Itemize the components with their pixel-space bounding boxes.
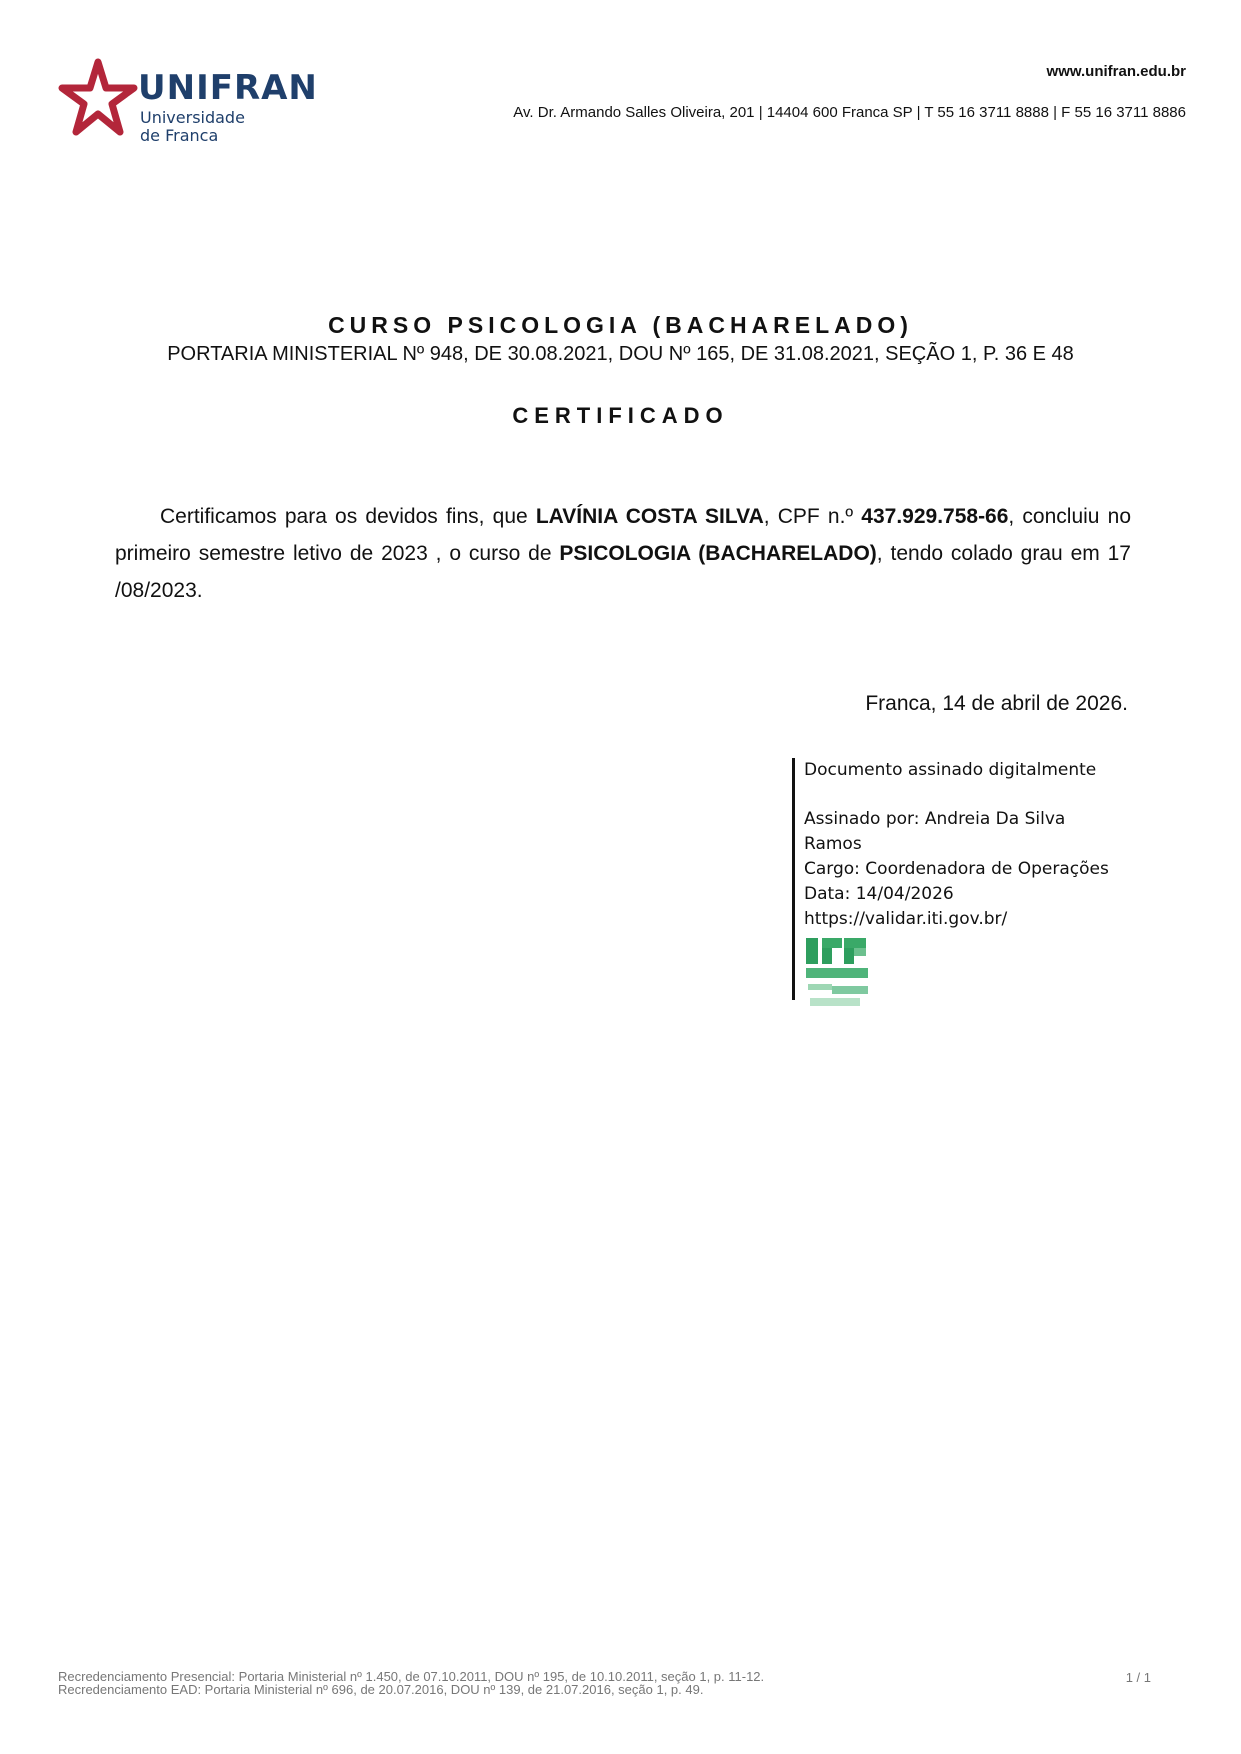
footer-line2: Recredenciamento EAD: Portaria Ministerial nº 696, de 20.07.2016, DOU nº 139, de 21.07.2016, seção 1, p. 49. (58, 1682, 704, 1697)
portaria-line: PORTARIA MINISTERIAL Nº 948, DE 30.08.2021, DOU Nº 165, DE 31.08.2021, SEÇÃO 1, P. 36 E 48 (167, 343, 1074, 365)
body-part2: , CPF n.º (763, 505, 862, 528)
star-logo-icon (58, 58, 138, 138)
course-title: CURSO PSICOLOGIA (BACHARELADO) (328, 312, 913, 338)
logo-subtitle-line2: de Franca (140, 126, 219, 145)
validation-url[interactable]: https://validar.iti.gov.br/ (804, 909, 1008, 929)
accreditation-footer (58, 1670, 764, 1696)
logo-brand: UNIFRAN (138, 68, 318, 108)
institution-address: Av. Dr. Armando Salles Oliveira, 201 | 14404 600 Franca SP | T 55 16 3711 8888 | F 55 16 3711 8886 (513, 104, 1186, 121)
digital-signature-block (792, 758, 1124, 1000)
signed-by: Assinado por: Andreia Da Silva Ramos (804, 809, 1066, 854)
footer-line1: Recredenciamento Presencial: Portaria Ministerial nº 1.450, de 07.10.2011, DOU nº 195, de 10.10.2011, seção 1, p. 11-12. (58, 1669, 765, 1684)
course-name: PSICOLOGIA (BACHARELADO) (559, 542, 877, 565)
place-date: Franca, 14 de abril de 2026. (865, 692, 1128, 715)
body-part4: , tendo colado grau em 17 /08/2023. (115, 542, 1131, 602)
body-part1: Certificamos para os devidos fins, que (160, 505, 536, 528)
body-part3: , concluiu no primeiro semestre letivo de 2023 , o curso de (115, 505, 1131, 565)
signature-date: Data: 14/04/2026 (804, 884, 954, 904)
certificate-title: CERTIFICADO (512, 403, 729, 428)
student-cpf: 437.929.758-66 (861, 505, 1009, 528)
signer-role: Cargo: Coordenadora de Operações (804, 859, 1109, 879)
website-url: www.unifran.edu.br (1046, 63, 1186, 80)
student-name: LAVÍNIA COSTA SILVA (535, 505, 764, 528)
page-number: 1 / 1 (1125, 1670, 1151, 1685)
certificate-body (115, 498, 1131, 609)
signature-heading: Documento assinado digitalmente (804, 760, 1097, 780)
logo-subtitle-line1: Universidade (140, 108, 245, 127)
university-logo (58, 58, 318, 148)
icp-brasil-seal-icon (804, 936, 870, 1012)
